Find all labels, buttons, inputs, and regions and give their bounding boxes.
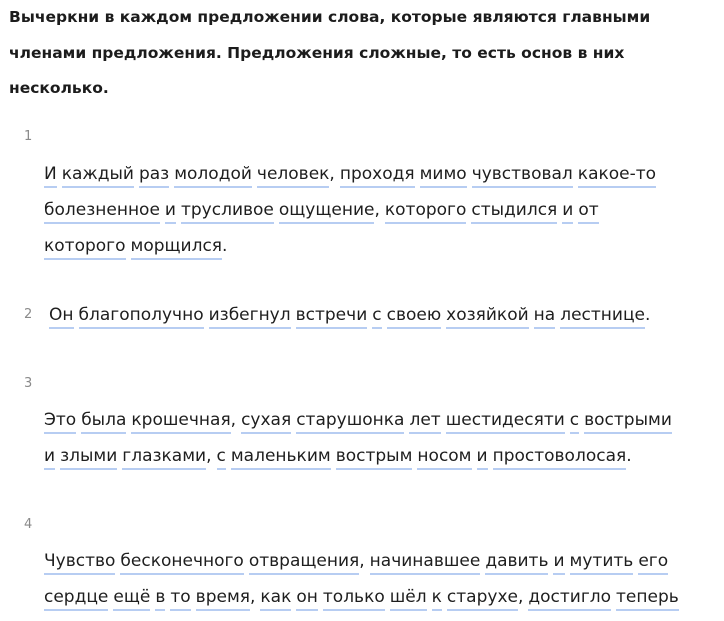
sentence-text [44,543,684,615]
punctuation: , [359,551,365,571]
word-token[interactable]: была [81,409,126,434]
word-token[interactable]: как [260,586,291,611]
word-token[interactable]: с [372,304,381,329]
sentence-text [44,402,684,474]
word-token[interactable]: проходя [340,163,415,188]
word-token[interactable]: благополучно [79,304,204,329]
word-token[interactable]: человек [257,163,330,188]
word-token[interactable]: шёл [390,586,427,611]
word-token[interactable]: И [44,163,57,188]
punctuation: . [626,446,632,466]
word-token[interactable]: давить [485,550,548,575]
word-token[interactable]: ещё [113,586,150,611]
word-token[interactable]: маленьким [231,445,331,470]
word-token[interactable]: сухая [241,409,291,434]
word-token[interactable]: мимо [420,163,467,188]
word-token[interactable]: каждый [62,163,134,188]
sentence-number: 3 [24,376,33,391]
word-token[interactable]: глазками [122,445,206,470]
word-token[interactable]: Он [49,304,74,329]
word-token[interactable]: с [217,445,226,470]
punctuation: . [222,236,228,256]
sentence-number: 1 [24,129,33,144]
word-token[interactable]: отвращения [249,550,359,575]
word-token[interactable]: теперь [616,586,679,611]
sentence-text [44,156,684,264]
word-token[interactable]: вострым [336,445,413,470]
word-token[interactable]: от [578,199,598,224]
word-token[interactable]: Чувство [44,550,115,575]
word-token[interactable]: к [432,586,442,611]
word-token[interactable]: хозяйкой [446,304,529,329]
word-token[interactable]: на [534,304,556,329]
punctuation: , [250,587,256,607]
word-token[interactable]: носом [417,445,471,470]
word-token[interactable]: то [170,586,190,611]
punctuation: . [644,305,651,325]
word-token[interactable]: достигло [528,586,611,611]
word-token[interactable]: с [570,409,579,434]
punctuation: , [374,200,380,220]
punctuation: , [230,410,237,430]
word-token[interactable]: раз [139,163,169,188]
task-instructions: Вычеркни в каждом предложении слова, которые являются главными членами предложения. Предложения сложные, то есть основ в них несколько. [9,8,651,97]
sentence-number: 2 [24,307,33,322]
word-token[interactable]: стыдился [471,199,557,224]
word-token[interactable]: и [553,550,564,575]
word-token[interactable]: морщился [131,235,223,260]
word-token[interactable]: которого [385,199,467,224]
word-token[interactable]: крошечная [131,409,230,434]
word-token[interactable]: лестнице [560,304,645,329]
sentence-number: 4 [24,517,33,532]
word-token[interactable]: он [296,586,318,611]
word-token[interactable]: вострыми [584,409,672,434]
word-token[interactable]: его [638,550,668,575]
word-token[interactable]: бесконечного [120,550,243,575]
word-token[interactable]: чувствовал [472,163,573,188]
punctuation: , [206,446,212,466]
word-token[interactable]: мутить [570,550,634,575]
word-token[interactable]: Это [44,409,76,434]
word-token[interactable]: и [44,445,55,470]
word-token[interactable]: и [165,199,176,224]
sentence-text [49,297,689,333]
word-token[interactable]: шестидесяти [446,409,565,434]
word-token[interactable]: и [477,445,488,470]
word-token[interactable]: и [562,199,573,224]
word-token[interactable]: в [155,586,165,611]
word-token[interactable]: болезненное [44,199,160,224]
word-token[interactable]: время [196,586,250,611]
word-token[interactable]: лет [409,409,440,434]
word-token[interactable]: сердце [44,586,108,611]
word-token[interactable]: своею [387,304,442,329]
word-token[interactable]: которого [44,235,126,260]
punctuation: , [517,587,524,607]
word-token[interactable]: старушонка [296,409,404,434]
punctuation: , [329,164,335,184]
word-token[interactable]: встречи [296,304,368,329]
word-token[interactable]: простоволосая [493,445,627,470]
word-token[interactable]: трусливое [181,199,274,224]
word-token[interactable]: злыми [60,445,117,470]
word-token[interactable]: только [323,586,385,611]
word-token[interactable]: какое-то [578,163,656,188]
word-token[interactable]: молодой [174,163,252,188]
word-token[interactable]: избегнул [209,304,291,329]
word-token[interactable]: старухе [447,586,518,611]
word-token[interactable]: ощущение [279,199,375,224]
word-token[interactable]: начинавшее [370,550,481,575]
